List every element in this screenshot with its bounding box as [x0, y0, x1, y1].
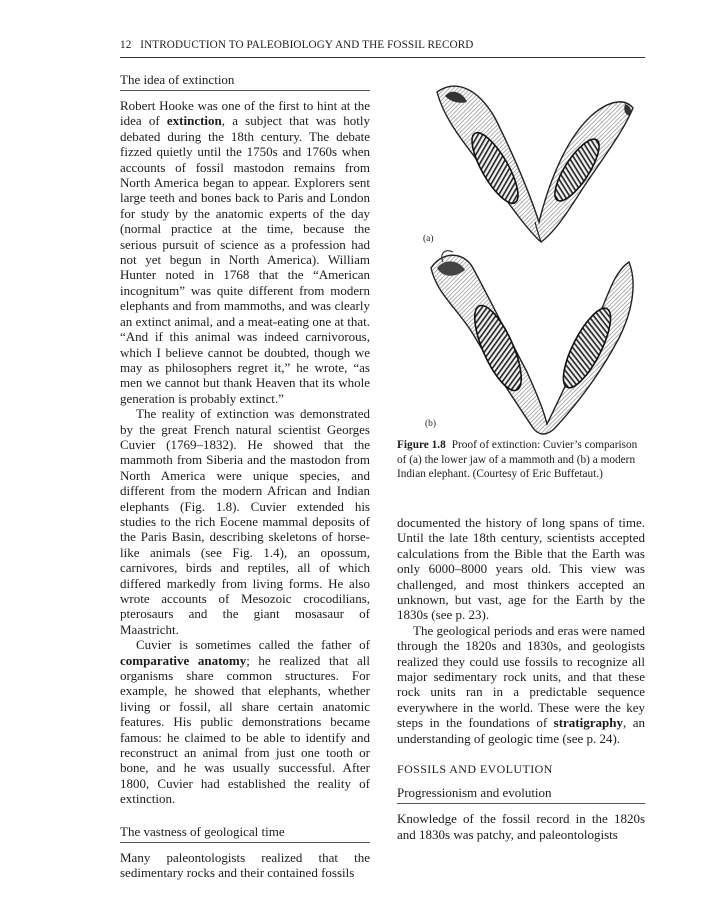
- figure-1-8: [397, 72, 645, 442]
- figure-label-a: (a): [423, 234, 434, 244]
- left-column: [120, 72, 370, 881]
- mammoth-jaw-drawing: [437, 86, 633, 242]
- bold-term-stratigraphy: stratigraphy: [553, 715, 623, 731]
- text-run: ; he realized that all organisms share common structures. For example, he showed that elephants, whether living or fossil, all share certain anatomic features. His public demonstrations became famous: he claimed to be able to identify and reconstruct an animal from just one tooth or bone, and he was usually successful. After 1800, Cuvier had established the reality of extinction.: [120, 652, 370, 807]
- paragraph-geological-time: Many paleontologists realized that the sedimentary rocks and their contained fossils: [120, 849, 370, 881]
- paragraph-comparative-anatomy: [120, 637, 370, 806]
- header-rule: [120, 57, 645, 58]
- jaw-illustrations: [397, 72, 645, 442]
- text-run: , a subject that was hotly debated during the 18th century. The debate fizzed quietly until the 1750s and 1760s when accounts of fossil mastodon remains from North America began to appear. Explorers sent large teeth and bones back to Paris and London for study by the anatomic experts of the day (normal practice at the time, because the serious pursuit of science as a profession had not yet begun in North America). William Hunter noted in 1768 that the “American incognitum” was quite different from modern elephants and from mammoths, and was clearly an extinct animal, and a meat-eating one at that. “And if this animal was indeed carnivorous, which I believe cannot be doubted, though we may as philosophers regret it,” he wrote, “as men we cannot but thank Heaven that its whole generation is probably extinct.”: [120, 113, 371, 406]
- section-heading-extinction: The idea of extinction: [120, 72, 370, 91]
- paragraph-cuvier: The reality of extinction was demonstrated by the great French natural scientist Georges Cuvier (1769–1832). He showed that the mammoth from Siberia and the mastodon from North America were unique species, and different from the modern African and Indian elephants (Fig. 1.8). Cuvier extended his studies to the rich Eocene mammal deposits of the Paris Basin, describing skeletons of horse-like animals (see Fig. 1.4), an opossum, carnivores, birds and reptiles, all of which differed markedly from living forms. He also wrote accounts of Mesozoic crocodilians, pterosaurs and the giant mosasaur of Maastricht.: [120, 406, 370, 637]
- running-title: INTRODUCTION TO PALEOBIOLOGY AND THE FOSSIL RECORD: [140, 39, 474, 51]
- caption-text: Proof of extinction: Cuvier’s comparison of (a) the lower jaw of a mammoth and (b) a modern Indian elephant. (Courtesy of Eric Buffetaut.): [397, 439, 638, 481]
- text-run: Robert Hooke was one of the first to hint at the idea of: [120, 98, 370, 129]
- paragraph-hooke: [120, 98, 370, 406]
- section-heading-progressionism: Progressionism and evolution: [397, 785, 645, 804]
- text-run: , an understanding of geologic time (see p. 24).: [397, 715, 645, 746]
- bold-term-extinction: extinction: [166, 113, 222, 129]
- elephant-jaw-drawing: [431, 251, 633, 434]
- running-head: [120, 39, 645, 51]
- text-run: The geological periods and eras were named through the 1820s and 1830s, and geologists realized they could use fossils to recognize all major sedimentary rock units, and that these rock units ran in a predictable sequence everywhere in the world. These were the key steps in the foundations of: [397, 622, 645, 731]
- chapter-heading-fossils-evolution: FOSSILS AND EVOLUTION: [397, 762, 553, 777]
- right-column: [397, 515, 645, 842]
- figure-caption: [397, 438, 642, 482]
- paragraph-fossil-record: Knowledge of the fossil record in the 1820s and 1830s was patchy, and paleontologists: [397, 811, 645, 842]
- section-heading-geological-time: The vastness of geological time: [120, 824, 370, 843]
- page-number: 12: [120, 39, 132, 51]
- figure-label-b: (b): [425, 419, 437, 429]
- paragraph-stratigraphy: [397, 623, 645, 746]
- bold-term-comparative-anatomy: comparative anatomy: [120, 652, 247, 668]
- caption-label: Figure 1.8: [397, 439, 446, 451]
- text-run: Cuvier is sometimes called the father of: [136, 637, 370, 653]
- paragraph-long-spans: documented the history of long spans of time. Until the late 18th century, scientists accepted calculations from the Bible that the Earth was only 6000–8000 years old. This view was challenged, and most thinkers accepted an unknown, but vast, age for the Earth by the 1830s (see p. 23).: [397, 515, 645, 623]
